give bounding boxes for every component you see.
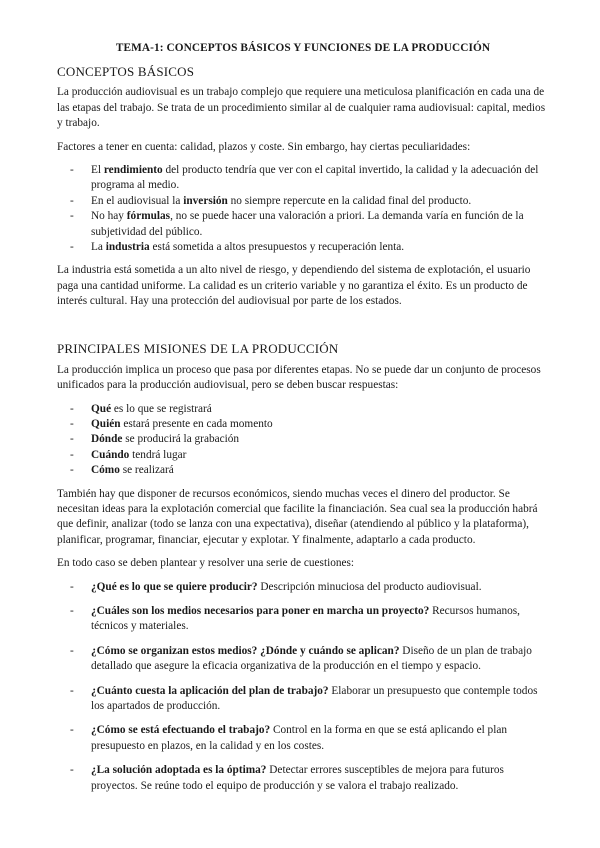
paragraph: La producción implica un proceso que pasa por diferentes etapas. No se puede dar un conjunto de procesos unificados para la producción audiovisual, pero se deben buscar respuestas:: [57, 363, 541, 392]
bullet-dash: -: [70, 684, 74, 697]
bullet-dash: -: [70, 402, 74, 415]
bold-term: Qué: [91, 402, 112, 415]
bold-term: Dónde: [91, 433, 123, 446]
bullet-dash: -: [70, 241, 74, 254]
list-item: - Cómo se realizará: [57, 463, 549, 478]
list-item: - No hay fórmulas, no se puede hacer una valoración a priori. La demanda varía en función de la subjetividad del público.: [70, 210, 524, 238]
bullet-dash: -: [70, 580, 74, 593]
bullet-dash: -: [70, 604, 74, 617]
document-title: TEMA-1: CONCEPTOS BÁSICOS Y FUNCIONES DE LA PRODUCCIÓN: [115, 42, 491, 54]
bold-question: ¿Cómo se organizan estos medios? ¿Dónde y cuándo se aplican?: [91, 644, 400, 657]
paragraph: Factores a tener en cuenta: calidad, plazos y coste. Sin embargo, hay ciertas peculiaridades:: [57, 140, 471, 153]
bullet-dash: -: [70, 464, 74, 477]
paragraph: También hay que disponer de recursos económicos, siendo muchas veces el dinero del productor. Se necesitan ideas para la explotación comercial que facilite la financiación. Sea cual sea la producción habrá que definir, analizar (todo se lanza con una expectativa), diseñar (atendiendo al público y la plataforma), planificar, programar, financiar, ejecutar y explotar. Y finalmente, adaptarlo a cada producto.: [57, 487, 538, 546]
list-item: - ¿Qué es lo que se quiere producir? Descripción minuciosa del producto audiovisual.: [57, 580, 549, 595]
list-item: - ¿Cuánto cuesta la aplicación del plan de trabajo? Elaborar un presupuesto que contemple todos los apartados de producción.: [70, 684, 538, 712]
section-heading-conceptos: CONCEPTOS BÁSICOS: [57, 64, 195, 80]
bold-question: ¿Cuánto cuesta la aplicación del plan de trabajo?: [91, 684, 329, 697]
bullet-dash: -: [70, 644, 74, 657]
list-item: - ¿Cómo se está efectuando el trabajo? Control en la forma en que se está aplicando el plan presupuesto en plazos, en la calidad y en los costes.: [70, 724, 507, 752]
list-item: - Qué es lo que se registrará: [57, 402, 549, 417]
bullet-dash: -: [70, 764, 74, 777]
bold-question: ¿Cuáles son los medios necesarios para poner en marcha un proyecto?: [91, 604, 430, 617]
bold-question: ¿La solución adoptada es la óptima?: [91, 764, 267, 777]
list-item: - Dónde se producirá la grabación: [57, 432, 549, 447]
bullet-dash: -: [70, 433, 74, 446]
document-content: [57, 41, 549, 803]
list-item: - Cuándo tendrá lugar: [57, 448, 549, 463]
paragraph: En todo caso se deben plantear y resolver una serie de cuestiones:: [57, 557, 355, 570]
section-heading-misiones: PRINCIPALES MISIONES DE LA PRODUCCIÓN: [57, 340, 339, 356]
paragraph: La industria está sometida a un alto nivel de riesgo, y dependiendo del sistema de explotación, el usuario paga una cantidad uniforme. La calidad es un criterio variable y no garantiza el éxito. Es un producto de interés cultural. Hay una protección del audiovisual por parte de los estados.: [57, 264, 531, 308]
bullet-dash: -: [70, 417, 74, 430]
bullet-dash: -: [70, 164, 74, 177]
bold-question: ¿Cómo se está efectuando el trabajo?: [91, 724, 271, 737]
list-item: - ¿La solución adoptada es la óptima? Detectar errores susceptibles de mejora para futuros proyectos. Se reúne todo el equipo de producción y se valora el trabajo realizado.: [70, 764, 504, 792]
bullet-dash: -: [70, 194, 74, 207]
list-item: - ¿Cuáles son los medios necesarios para poner en marcha un proyecto? Recursos humanos, técnicos y materiales.: [70, 604, 520, 633]
list-item: - En el audiovisual la inversión no siempre repercute en la calidad final del producto.: [57, 194, 549, 209]
bold-term: inversión: [183, 194, 228, 207]
bullet-list-cuestiones: [57, 580, 549, 794]
paragraph: La producción audiovisual es un trabajo complejo que requiere una meticulosa planificación en cada una de las etapas del trabajo. Se trata de un procedimiento similar al de cualquier rama audiovisual: capital, medios y trabajo.: [57, 86, 546, 130]
bold-term: Cuándo: [91, 448, 130, 461]
bold-term: rendimiento: [103, 164, 163, 177]
list-item: - La industria está sometida a altos presupuestos y recuperación lenta.: [57, 240, 549, 255]
bold-question: ¿Qué es lo que se quiere producir?: [91, 580, 258, 593]
list-item: - ¿Cómo se organizan estos medios? ¿Dónde y cuándo se aplican? Diseño de un plan de trabajo detallado que asegure la eficacia organizativa de la producción en el tiempo y espacio.: [70, 644, 532, 673]
bold-term: Quién: [91, 417, 121, 430]
bullet-list-preguntas-basicas: [57, 402, 549, 479]
list-item: - El rendimiento del producto tendría que ver con el capital invertido, la calidad y la adecuación del programa al medio.: [70, 164, 539, 192]
list-item: - Quién estará presente en cada momento: [57, 417, 549, 432]
bullet-list-peculiaridades: [57, 163, 549, 255]
bold-term: Cómo: [91, 464, 120, 477]
bold-term: fórmulas: [126, 210, 171, 223]
bullet-dash: -: [70, 448, 74, 461]
bullet-dash: -: [70, 210, 74, 223]
bold-term: industria: [105, 241, 150, 254]
bullet-dash: -: [70, 724, 74, 737]
